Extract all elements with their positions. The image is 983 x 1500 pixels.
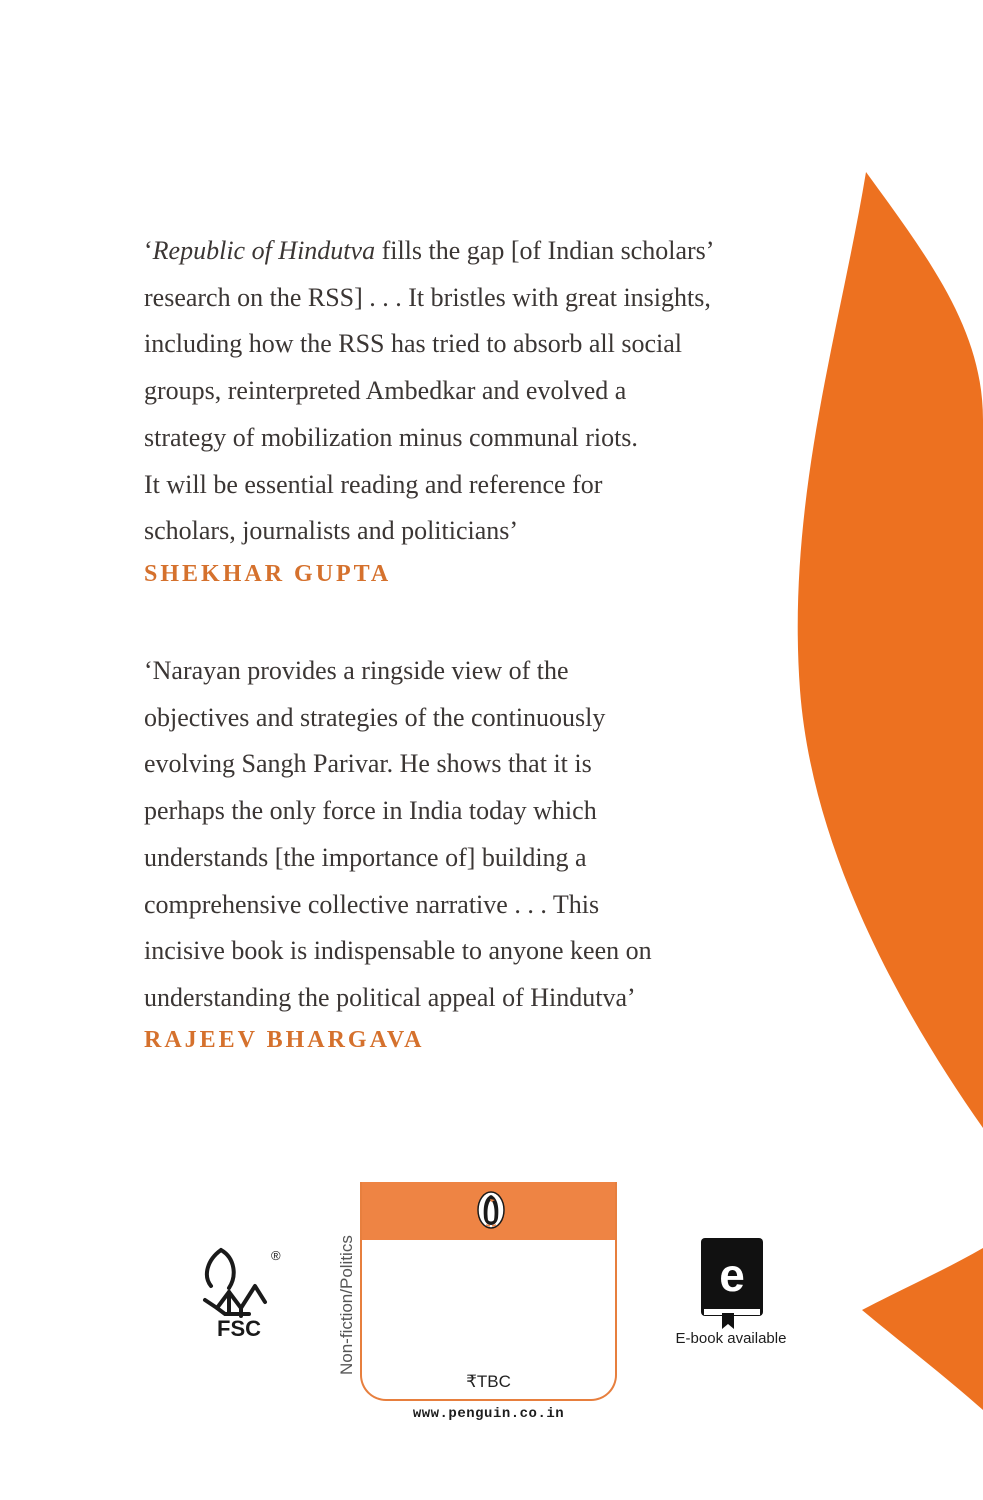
quote-shekhar-gupta [144,228,794,555]
quote-line: including how the RSS has tried to absorb all social [144,329,682,359]
quote-line: comprehensive collective narrative . . . This [144,889,600,919]
website-url: www.penguin.co.in [412,1406,565,1422]
quote-line: ‘Narayan provides a ringside view of the [144,656,569,685]
ebook-icon [700,1237,764,1331]
ebook-letter: e [719,1249,745,1301]
category-label: Non-fiction/Politics [337,1235,356,1375]
attribution-rajeev-bhargava: RAJEEV BHARGAVA [144,1027,425,1053]
quote-line: It will be essential reading and reference for [144,469,603,499]
quote-rajeev-bhargava [144,648,794,1022]
quote-line: incisive book is indispensable to anyone keen on [144,936,652,966]
quote-line: understanding the political appeal of Hindutva’ [144,982,636,1012]
penguin-logo-icon [476,1190,506,1230]
quote-line: understands [the importance of] building a [144,842,587,872]
price-label: ₹TBC [466,1372,511,1391]
book-title: Republic of Hindutva [152,236,376,265]
flame-lower-shape [862,1248,983,1410]
quote-line: perhaps the only force in India today which [144,796,597,826]
flame-upper-shape [798,172,983,1128]
quote-line: ‘Republic of Hindutva fills the gap [of Indian scholars’ [144,236,715,265]
quote-line: research on the RSS] . . . It bristles with great insights, [144,282,711,312]
quote-line: groups, reinterpreted Ambedkar and evolved a [144,376,627,406]
penguin-price-box [360,1182,617,1401]
fsc-label: FSC [217,1316,261,1341]
quote-line: scholars, journalists and politicians’ [144,516,519,546]
attribution-shekhar-gupta: SHEKHAR GUPTA [144,561,392,587]
quote-line: objectives and strategies of the continuously [144,702,606,732]
fsc-registered-mark: ® [271,1248,281,1263]
quote-line: evolving Sangh Parivar. He shows that it is [144,749,592,779]
ebook-label: E-book available [675,1330,787,1347]
penguin-header-band [362,1182,615,1240]
quote-line: strategy of mobilization minus communal riots. [144,422,638,452]
